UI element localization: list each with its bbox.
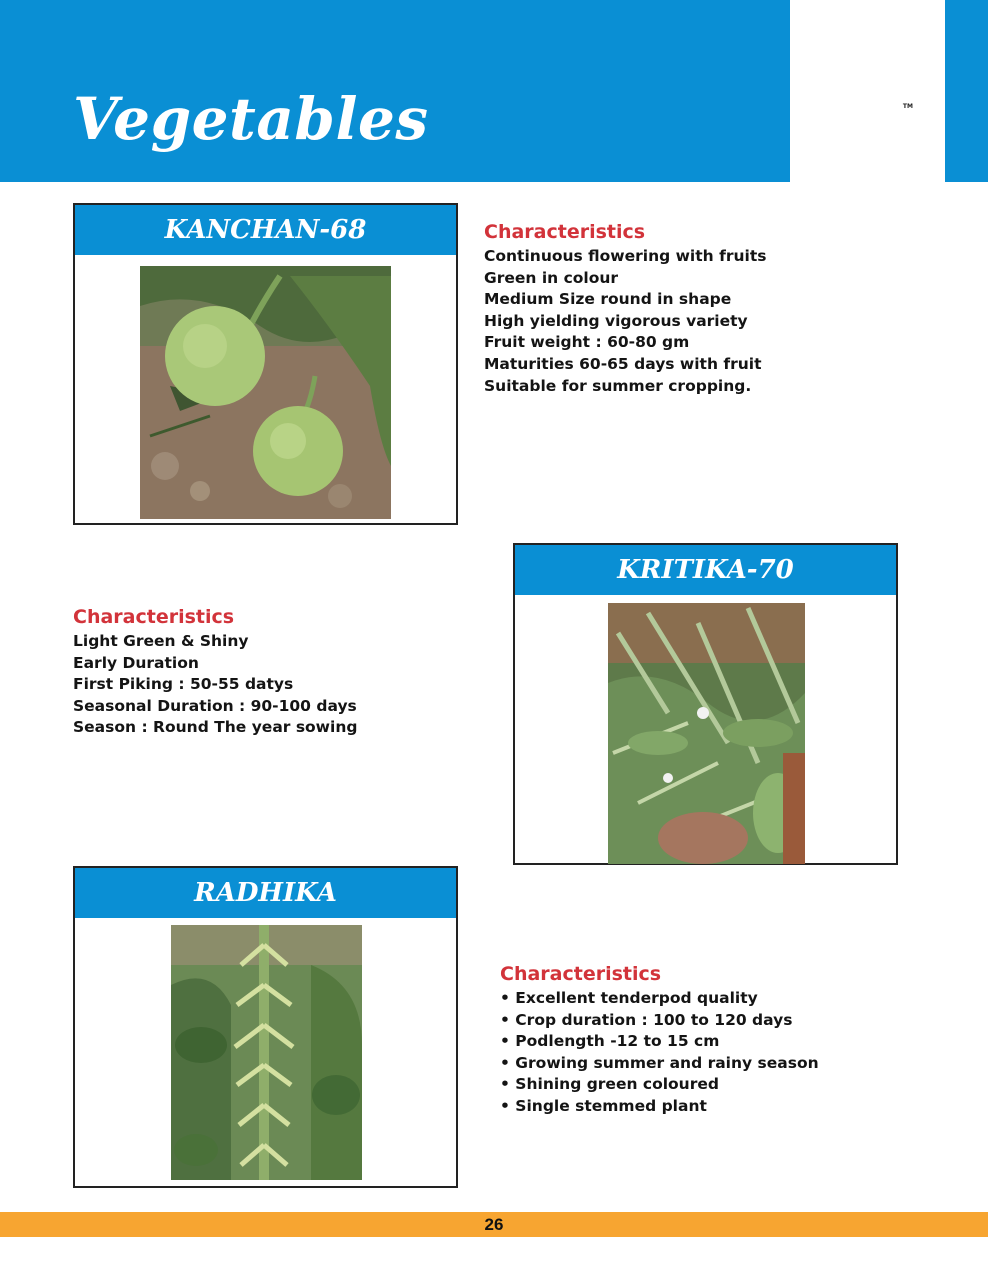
list-item: Early Duration [73,653,199,672]
list-item: • Excellent tenderpod quality [500,989,758,1007]
list-item: • Crop duration : 100 to 120 days [500,1010,793,1029]
characteristics-heading: Characteristics [73,606,235,628]
list-item: • Podlength -12 to 15 cm [500,1032,720,1051]
product-title-radhika: RADHIKA [75,868,456,918]
product-card-radhika [73,866,458,1188]
product-card-kritika-70 [513,543,898,865]
list-item: • Shining green coloured [500,1075,719,1094]
characteristics-heading: Characteristics [500,963,662,985]
list-item: Medium Size round in shape [484,290,732,309]
characteristics-heading: Characteristics [484,221,646,243]
characteristics-radhika [500,963,819,1118]
list-item: Fruit weight : 60-80 gm [484,333,690,352]
characteristics-kanchan-68 [484,221,766,397]
bean-plant-photo [608,603,805,864]
list-item: Maturities 60-65 days with fruit [484,354,762,373]
list-item: Seasonal Duration : 90-100 days [73,696,357,715]
list-item: Suitable for summer cropping. [484,376,752,395]
list-item: First Piking : 50-55 datys [73,675,294,694]
list-item: Light Green & Shiny [73,632,249,650]
page-number: 26 [484,1215,504,1234]
product-title-kritika-70: KRITIKA-70 [515,545,896,595]
round-gourd-photo [140,266,391,519]
trademark-mark: TM [902,103,913,110]
header-right-stripe [945,0,988,182]
list-item: High yielding vigorous variety [484,311,748,330]
product-card-kanchan-68 [73,203,458,525]
logo-area [790,0,945,182]
product-title-kanchan-68: KANCHAN-68 [75,205,456,255]
list-item: Green in colour [484,268,619,287]
characteristics-kritika-70 [73,606,357,739]
list-item: • Single stemmed plant [500,1096,707,1115]
list-item: Season : Round The year sowing [73,718,358,737]
page-title: Vegetables [73,85,429,153]
list-item: • Growing summer and rainy season [500,1053,819,1072]
list-item: Continuous flowering with fruits [484,247,767,265]
cluster-bean-plant-photo [171,925,362,1180]
